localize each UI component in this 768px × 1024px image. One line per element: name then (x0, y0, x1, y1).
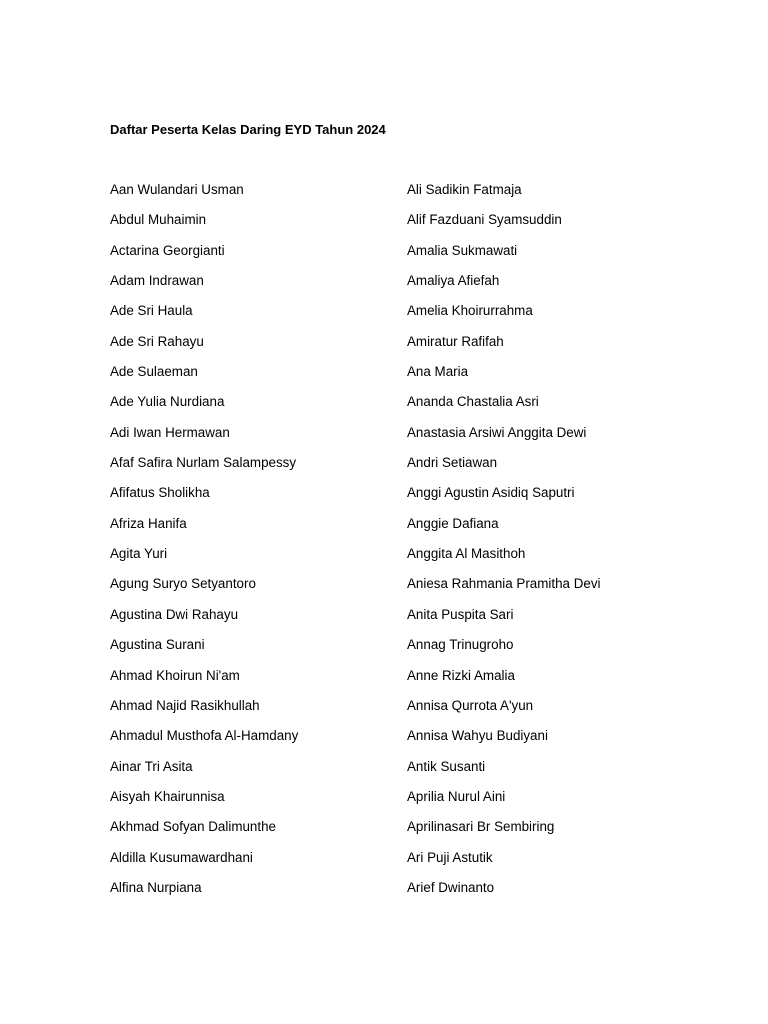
participant-name: Agustina Dwi Rahayu (110, 606, 239, 622)
participant-name: Agustina Surani (110, 637, 205, 653)
participant-name: Amelia Khoirurrahma (407, 303, 533, 319)
participant-name: Amiratur Rafifah (407, 333, 504, 349)
participant-name: Aan Wulandari Usman (110, 182, 244, 197)
participant-name: Alfina Nurpiana (110, 879, 202, 895)
participant-name: Adi Iwan Hermawan (110, 424, 230, 440)
participant-name: Anita Puspita Sari (407, 606, 514, 622)
participant-name: Anggi Agustin Asidiq Saputri (407, 485, 575, 501)
participant-name: Actarina Georgianti (110, 242, 225, 258)
participant-name: Aisyah Khairunnisa (110, 788, 225, 804)
participant-name: Aniesa Rahmania Pramitha Devi (407, 576, 601, 592)
participant-name: Ainar Tri Asita (110, 758, 193, 774)
participant-name: Abdul Muhaimin (110, 212, 207, 228)
participant-name: Afaf Safira Nurlam Salampessy (110, 455, 297, 471)
participant-name: Ade Sulaeman (110, 364, 198, 380)
participant-name: Aldilla Kusumawardhani (110, 849, 253, 865)
participant-name: Ari Puji Astutik (407, 849, 493, 865)
participant-name: Ade Yulia Nurdiana (110, 394, 225, 410)
participant-name: Ahmadul Musthofa Al-Hamdany (110, 728, 299, 744)
participant-name: Ahmad Najid Rasikhullah (110, 697, 260, 713)
participant-name: Aprilinasari Br Sembiring (407, 819, 555, 835)
participant-name: Agita Yuri (110, 546, 168, 562)
participant-name: Ahmad Khoirun Ni'am (110, 667, 240, 683)
participant-name: Annag Trinugroho (407, 637, 514, 653)
participant-name: Annisa Wahyu Budiyani (407, 728, 548, 744)
participant-name: Andri Setiawan (407, 455, 498, 471)
participant-name: Afriza Hanifa (110, 515, 187, 531)
participant-name: Ali Sadikin Fatmaja (407, 182, 522, 197)
participant-name: Ade Sri Haula (110, 303, 193, 319)
participant-name: Annisa Qurrota A'yun (407, 697, 534, 713)
participant-name: Antik Susanti (407, 758, 486, 774)
participant-name: Ade Sri Rahayu (110, 333, 204, 349)
participant-name: Ananda Chastalia Asri (407, 394, 539, 410)
participant-name: Agung Suryo Setyantoro (110, 576, 256, 592)
participant-name: Aprilia Nurul Aini (407, 788, 506, 804)
participant-name: Afifatus Sholikha (110, 485, 210, 501)
participant-name: Amalia Sukmawati (407, 242, 518, 258)
participant-name: Adam Indrawan (110, 273, 204, 289)
participant-name: Anggie Dafiana (407, 515, 499, 531)
participant-list-right (407, 181, 601, 909)
participant-name: Alif Fazduani Syamsuddin (407, 212, 562, 228)
participant-name: Anne Rizki Amalia (407, 667, 515, 683)
participant-list-left (110, 181, 298, 909)
participant-name: Anggita Al Masithoh (407, 546, 526, 562)
participant-name: Ana Maria (407, 364, 469, 380)
document-title: Daftar Peserta Kelas Daring EYD Tahun 2024 (110, 122, 386, 137)
participant-name: Akhmad Sofyan Dalimunthe (110, 819, 276, 835)
participant-name: Amaliya Afiefah (407, 273, 500, 289)
participant-name: Arief Dwinanto (407, 879, 495, 895)
participant-name: Anastasia Arsiwi Anggita Dewi (407, 424, 587, 440)
